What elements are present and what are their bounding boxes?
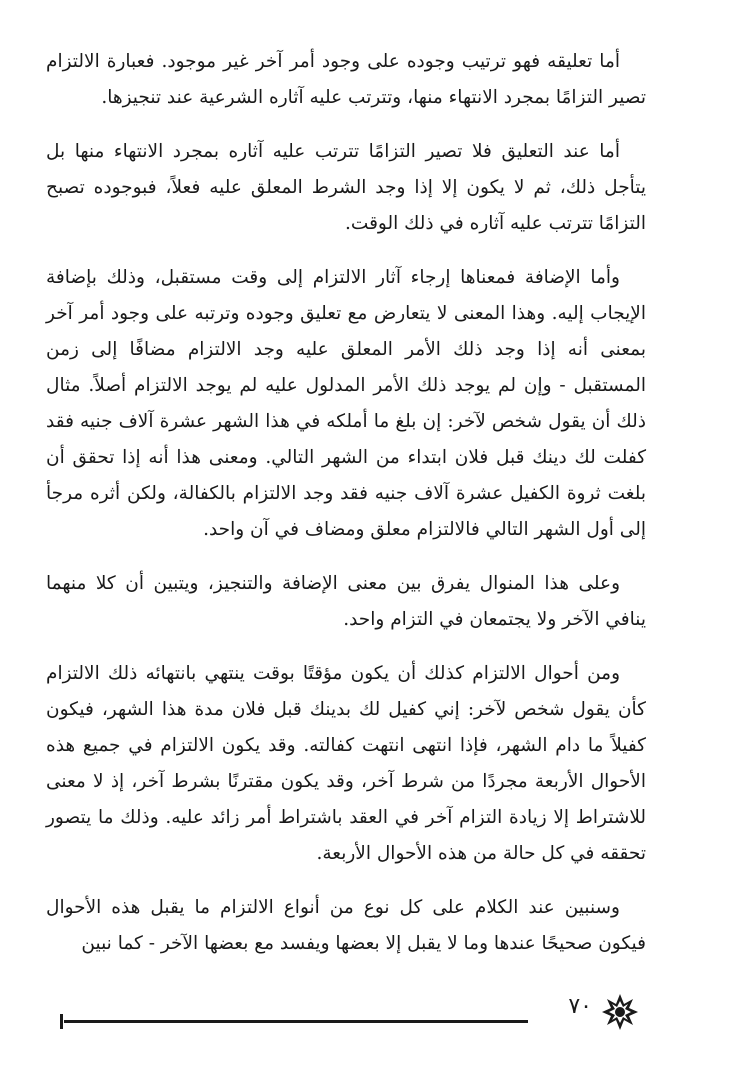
footer-rule: [64, 1020, 528, 1023]
paragraph-1: أما تعليقه فهو ترتيب وجوده على وجود أمر آخر غير موجود. فعبارة الالتزام تصير التزامًا بمجرد الانتهاء منها، وتترتب عليه آثاره الشرعية عند تنجيزها.: [46, 51, 646, 108]
footer-rule-end: [60, 1014, 63, 1029]
page-number: ٧٠: [568, 994, 592, 1019]
paragraph-2: أما عند التعليق فلا تصير التزامًا تترتب عليه آثاره بمجرد الانتهاء منها بل يتأجل ذلك، ثم لا يكون إلا إذا وجد الشرط المعلق عليه فعلاً، فبوجوده تصبح التزامًا تترتب عليه آثاره في ذلك الوقت.: [46, 141, 646, 234]
paragraph-4: وعلى هذا المنوال يفرق بين معنى الإضافة والتنجيز، ويتبين أن كلا منهما ينافي الآخر ولا يجتمعان في التزام واحد.: [46, 573, 646, 630]
paragraph-6: وسنبين عند الكلام على كل نوع من أنواع الالتزام ما يقبل هذه الأحوال فيكون صحيحًا عندها وما لا يقبل إلا بعضها ويفسد مع بعضها الآخر - كما نبين: [46, 897, 646, 954]
paragraph-5: ومن أحوال الالتزام كذلك أن يكون مؤقتًا بوقت ينتهي بانتهائه ذلك الالتزام كأن يقول شخص لآخر: إني كفيل لك بدينك قبل فلان مدة هذا الشهر، فيكون كفيلاً ما دام الشهر، فإذا انتهى انتهت كفالته. وقد يكون الالتزام في جميع هذه الأحوال الأربعة مجردًا من شرط آخر، وقد يكون مقترنًا بشرط آخر، إذ لا معنى للاشتراط إلا زيادة التزام آخر في العقد باشتراط أمر زائد عليه. وذلك ما يتصور تحققه في كل حالة من هذه الأحوال الأربعة.: [46, 663, 646, 864]
paragraph-3: وأما الإضافة فمعناها إرجاء آثار الالتزام إلى وقت مستقبل، وذلك بإضافة الإيجاب إليه. وهذا المعنى لا يتعارض مع تعليق وجوده وترتبه على وجود أمر آخر بمعنى أنه إذا وجد ذلك الأمر المعلق عليه وجد الالتزام مضافًا إلى زمن المستقبل - وإن لم يوجد ذلك الأمر المدلول عليه لم يوجد الالتزام أصلاً. مثال ذلك أن يقول شخص لآخر: إن بلغ ما أملكه في هذا الشهر عشرة آلاف جنيه فقد كفلت لك دينك قبل فلان ابتداء من الشهر التالي. ومعنى هذا أنه إذا تحقق أن بلغت ثروة الكفيل عشرة آلاف جنيه فقد وجد الالتزام بالكفالة، ولكن أثره مرجأ إلى أول الشهر التالي فالالتزام معلق ومضاف في آن واحد.: [46, 267, 646, 540]
star-ornament-icon: [600, 992, 640, 1032]
page-footer: [56, 988, 646, 1036]
body-text: [46, 44, 646, 980]
